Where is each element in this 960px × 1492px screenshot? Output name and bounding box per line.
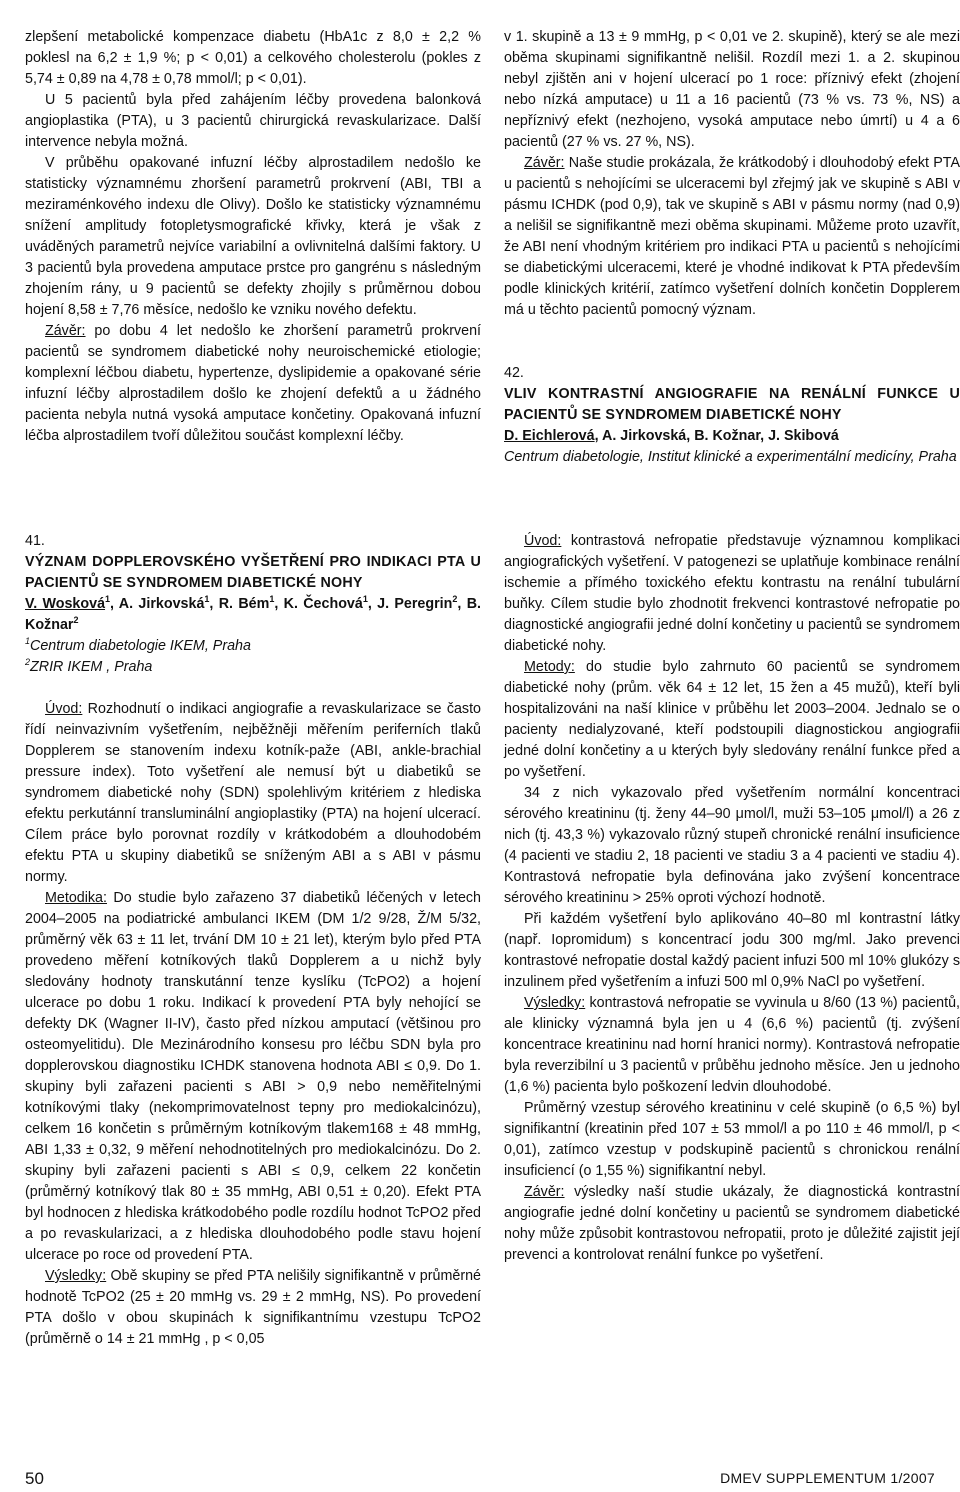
paragraph: U 5 pacientů byla před zahájením léčby provedena balonková angioplastika (PTA), u 3 pacientů chirurgická revaskularizace. Další intervence nebyla možná. bbox=[25, 92, 481, 150]
paragraph: V průběhu opakované infuzní léčby alprostadilem nedošlo ke statisticky významnému zhoršení parametrů prokrvení (ABI, TBI a meziraménkového indexu dle Olivy). Došlo ke statisticky významnému snížení amplitudy fotopletysmografické křivky, která je však z uváděných parametrů nejvíce variabilní a ovlivnitelná dalšími faktory. U 3 pacientů byla provedena amputace prstce pro gangrénu s následným zhojením rány, u 9 pacientů se defekty zhojily s průměrnou dobou hojení 8,58 ± 7,76 měsíce, nedošlo ke vzniku nového defektu. bbox=[25, 155, 481, 318]
paragraph: v 1. skupině a 13 ± 9 mmHg, p < 0,01 ve 2. skupině), který se ale mezi oběma skupinami signifikantně nelišil. Rozdíl mezi 1. a 2. skupinou nebyl zjištěn ani v hojení ulcerací po 1 roce: příznivý efekt (zhojení nebo nízká amputace) u 11 a 16 pacientů (73 % vs. 73 %, NS) a nepříznivý efekt (nezhojeno, vysoká amputace nebo úmrtí) u 4 a 6 pacientů (27 % vs. 27 %, NS). bbox=[504, 29, 960, 150]
results-paragraph: Výsledky: Obě skupiny se před PTA nelišily signifikantně v průměrné hodnotě TcPO2 (25 ± 20 mmHg vs. 29 ± 2 mmHg, NS). Po provedení PTA došlo v obou skupinách k signifikantnímu vzestupu TcPO2 (průměrně o 14 ± 21 mmHg , p < 0,05 bbox=[25, 1268, 481, 1347]
other-authors: , A. Jirkovská, B. Kožnar, J. Skibová bbox=[594, 428, 839, 444]
first-author: D. Eichlerová bbox=[504, 428, 595, 444]
affiliation-1: $^1$Centrum diabetologie IKEM, Praha bbox=[25, 636, 251, 654]
intro-paragraph: Úvod: kontrastová nefropatie představuje významnou komplikaci angiografických vyšetření. V patogenezi se uplatňuje kombinace renální ischemie a přímého toxického efektu kontrastu na renální tubulární buňky. Cílem studie bylo zhodnotit frekvenci kontrastové nefropatie po diagnostické angiografii jedné dolní končetiny u pacientů se syndromem diabetické nohy. bbox=[504, 533, 960, 654]
affiliation: Centrum diabetologie, Institut klinické a experimentální medicíny, Praha bbox=[504, 449, 957, 465]
conclusion-paragraph: Závěr: výsledky naší studie ukázaly, že diagnostická kontrastní angiografie jedné dolní končetiny u pacientů se syndromem diabetické nohy může způsobit kontrastovou nefropatii, proto je důležité zajistit její prevenci a kontrolovat renální funkce po vyšetření. bbox=[504, 1184, 960, 1263]
conclusion-label: Závěr: bbox=[524, 155, 565, 171]
abstract-title: VÝZNAM DOPPLEROVSKÉHO VYŠETŘENÍ PRO INDIKACI PTA U PACIENTŮ SE SYNDROMEM DIABETICKÉ NOHY bbox=[25, 554, 481, 591]
right-column-top bbox=[504, 27, 960, 468]
abstract-number: 42. bbox=[504, 365, 524, 381]
right-column-bottom bbox=[504, 531, 960, 1266]
methods-paragraph: Metody: do studie bylo zahrnuto 60 pacientů se syndromem diabetické nohy (prům. věk 64 ± 12 let, 15 žen a 45 mužů), kteří byli hospitalizováni na naší klinice v průběhu let 2003–2004. Jednalo se o pacienty nedialyzované, kteří podstoupili diagnostickou angiografii jedné dolní končetiny a u kterých byly sledovány renální funkce před a po vyšetření. bbox=[504, 659, 960, 780]
paragraph: Průměrný vzestup sérového kreatininu v celé skupině (o 6,5 %) byl signifikantní (kreatinin před 107 ± 53 mmol/l a po 110 ± 46 mmol/l, p < 0,01), zatímco vzestup v podskupině pacientů s chronickou renální insuficiencí (o 1,55 %) signifikantní nebyl. bbox=[504, 1100, 960, 1179]
page-number: 50 bbox=[25, 1469, 44, 1488]
methods-label: Metodika: bbox=[45, 890, 107, 906]
methods-paragraph: Metodika: Do studie bylo zařazeno 37 diabetiků léčených v letech 2004–2005 na podiatrické ambulanci IKEM (DM 1/2 9/28, Ž/M 5/32, průměrný věk 63 ± 11 let, trvání DM 10 ± 21 let), kterým bylo před PTA provedeno měření kotníkových tlaků Dopplerem a u nichž byly sledovány hodnoty transkutánní tenze kyslíku (TcPO2) a hojení ulcerace po dobu 1 roku. Indikací k provedení PTA byly nehojící se defekty DK (Wagner II-IV), často před nízkou amputací (většinou pro osteomyelitidu). Dle Mezinárodního konsesu pro léčbu SDN byla pro dopplerovskou diagnostiku ICHDK stanovena hodnota ABI ≤ 0,9. Do 1. skupiny byli zařazeni pacienti s ABI > 0,9 nebo neměřitelnými kotníkovými tlaky (nekomprimovatelnost tepny pro mediokalcinózu), celkem 16 končetin s průměrným kotníkovým tlakem168 ± 48 mmHg, ABI 1,33 ± 0,32, 9 měření nehodnotitelných pro mediokalcinózu. Do 2. skupiny byli zařazeni pacienti s ABI ≤ 0,9, celkem 22 končetin (průměrný kotníkový tlak 80 ± 35 mmHg, ABI 0,51 ± 0,20). Efekt PTA byl hodnocen z hlediska krátkodobého podle rozdílu hodnot TcPO2 před a po revaskularizaci, a z hlediska dlouhodobého podle stavu hojení ulcerace po roce od provedení PTA. bbox=[25, 890, 481, 1263]
conclusion-label: Závěr: bbox=[45, 323, 86, 339]
abstract-authors: V. Wosková$^1$, A. Jirkovská$^1$, R. Bém$^1$, K. Čechová$^1$, J. Peregrin$^2$, B. Kožnar$^2$ bbox=[25, 594, 481, 633]
paragraph: Při každém vyšetření bylo aplikováno 40–80 ml kontrastní látky (např. Iopromidum) s koncentrací jodu 300 mg/ml. Jako prevenci kontrastové nefropatie dostal každý pacient infuzi 500 ml 10% glukózy s inzulinem před vyšetřením a infuzi 500 ml 0,9% NaCl po vyšetření. bbox=[504, 911, 960, 990]
affiliation-2: $^2$ZRIR IKEM , Praha bbox=[25, 657, 153, 675]
paragraph: 34 z nich vykazovalo před vyšetřením normální koncentraci sérového kreatininu (tj. ženy 44–90 μmol/l, muži 53–105 μmol/l) a 26 z nich (tj. 43,3 %) vykazovalo různý stupeň chronické renální insuficience (4 pacienti ve stadiu 2, 18 pacienti ve stadiu 3 a 4 pacienti ve stadiu 4). Kontrastová nefropatie byla definována jako zvýšení koncentrace sérového kreatininu > 25% oproti výchozí hodnotě. bbox=[504, 785, 960, 906]
paragraph: zlepšení metabolické kompenzace diabetu (HbA1c z 8,0 ± 2,2 % poklesl na 6,2 ± 1,9 %; p < 0,01) a celkového cholesterolu (pokles z 5,74 ± 0,89 na 4,78 ± 0,78 mmol/l; p < 0,01). bbox=[25, 29, 481, 87]
intro-label: Úvod: bbox=[45, 701, 83, 717]
results-label: Výsledky: bbox=[524, 995, 586, 1011]
results-label: Výsledky: bbox=[45, 1268, 107, 1284]
methods-label: Metody: bbox=[524, 659, 575, 675]
conclusion-paragraph bbox=[504, 153, 960, 321]
left-column-top bbox=[25, 27, 481, 447]
abstract-authors bbox=[504, 426, 960, 447]
intro-label: Úvod: bbox=[524, 533, 562, 549]
abstract-number: 41. bbox=[25, 533, 45, 549]
conclusion-text: po dobu 4 let nedošlo ke zhoršení parametrů prokrvení pacientů se syndromem diabetické nohy neuroischemické etiologie; komplexní léčbou diabetu, hypertenze, dyslipidemie a opakované série infuzní léčby alprostadilem došlo ke zhojení defektů a u žádného pacienta nebyla nutná vysoká amputace končetiny. Opakovaná infuzní léčba alprostadilem tvoří důležitou součást komplexní léčby. bbox=[25, 323, 481, 444]
conclusion-text: Naše studie prokázala, že krátkodobý i dlouhodobý efekt PTA u pacientů s nehojícími se ulceracemi byl zřejmý jak ve skupině s ABI v pásmu ICHDK (pod 0,9), tak ve skupině s ABI v pásmu normy (nad 0,9) a nelišil se signifikantně mezi oběma skupinami. Můžeme proto uzavřít, že ABI není vhodným kritériem pro indikaci PTA u pacientů s nehojícími se diabetickými ulceracemi, které je vhodné indikovat k PTA především podle klinických kritérií, zatímco vyšetření dolních končetin Dopplerem má u těchto pacientů pomocný význam. bbox=[504, 155, 960, 318]
intro-paragraph: Úvod: Rozhodnutí o indikaci angiografie a revaskularizace se často řídí neinvazivním vyšetřením, nejběžněji měřením periferních tlaků Dopplerem se stanovením indexu kotník-paže (ABI, ankle-brachial pressure index). Toto vyšetření ale nemusí být u diabetiků se syndromem diabetické nohy (SDN) spolehlivým kritériem z hlediska efektu perkutánní transluminální angioplastiky (PTA) na hojení ulcerací. Cílem práce bylo porovnat rozdíly v krátkodobém a dlouhodobém efektu PTA u skupiny diabetiků se sníženým ABI a s ABI v pásmu normy. bbox=[25, 701, 481, 885]
left-column-bottom bbox=[25, 531, 481, 1350]
results-paragraph: Výsledky: kontrastová nefropatie se vyvinula u 8/60 (13 %) pacientů, ale klinicky významná byla jen u 4 (6,6 %) pacientů (tj. zvýšení koncentrace kreatininu nad horní hranici normy). Kontrastová nefropatie byla reverzibilní u 3 pacientů v průběhu jednoho měsíce. Jen u jednoho (1,6 %) pacienta bylo poškození ledvin dlouhodobé. bbox=[504, 995, 960, 1095]
abstract-title: VLIV KONTRASTNÍ ANGIOGRAFIE NA RENÁLNÍ FUNKCE U PACIENTŮ SE SYNDROMEM DIABETICKÉ NOHY bbox=[504, 386, 960, 423]
journal-name: DMEV SUPPLEMENTUM 1/2007 bbox=[720, 1470, 935, 1486]
conclusion-paragraph bbox=[25, 321, 481, 447]
conclusion-label: Závěr: bbox=[524, 1184, 565, 1200]
first-author: V. Wosková bbox=[25, 596, 106, 612]
